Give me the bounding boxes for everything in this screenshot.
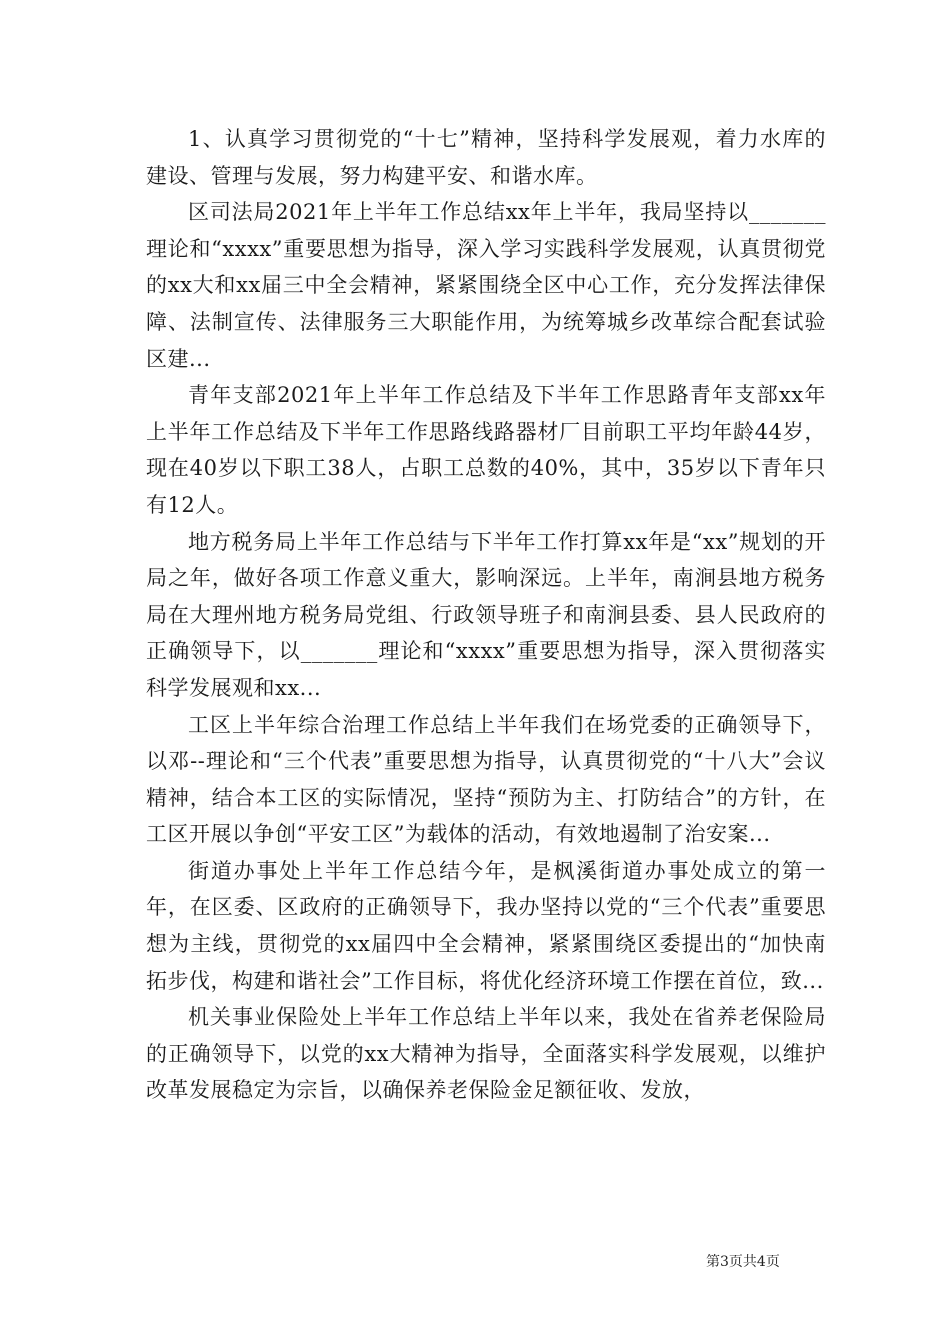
paragraph-7: 机关事业保险处上半年工作总结上半年以来，我处在省养老保险局的正确领导下，以党的xx大精神为指导，全面落实科学发展观，以维护改革发展稳定为宗旨，以确保养老保险金足额征收、发放， bbox=[146, 1005, 826, 1103]
document-body bbox=[146, 121, 826, 1109]
paragraph-6: 街道办事处上半年工作总结今年，是枫溪街道办事处成立的第一年，在区委、区政府的正确领导下，我办坚持以党的“三个代表”重要思想为主线，贯彻党的xx届四中全会精神，紧紧围绕区委提出的“加快南拓步伐，构建和谐社会”工作目标，将优化经济环境工作摆在首位，致... bbox=[146, 858, 826, 993]
paragraph-4: 地方税务局上半年工作总结与下半年工作打算xx年是“xx”规划的开局之年，做好各项工作意义重大，影响深远。上半年，南涧县地方税务局在大理州地方税务局党组、行政领导班子和南涧县委、县人民政府的正确领导下，以_______理论和“xxxx”重要思想为指导，深入贯彻落实科学发展观和xx... bbox=[146, 529, 826, 700]
page-number: 第3页共4页 bbox=[706, 1254, 780, 1270]
paragraph-2: 区司法局2021年上半年工作总结xx年上半年，我局坚持以_______理论和“xxxx”重要思想为指导，深入学习实践科学发展观，认真贯彻党的xx大和xx届三中全会精神，紧紧围绕全区中心工作，充分发挥法律保障、法制宣传、法律服务三大职能作用，为统筹城乡改革综合配套试验区建... bbox=[146, 200, 826, 371]
paragraph-3: 青年支部2021年上半年工作总结及下半年工作思路青年支部xx年上半年工作总结及下半年工作思路线路器材厂目前职工平均年龄44岁，现在40岁以下职工38人，占职工总数的40%，其中，35岁以下青年只有12人。 bbox=[146, 383, 826, 517]
paragraph-5: 工区上半年综合治理工作总结上半年我们在场党委的正确领导下，以邓--理论和“三个代表”重要思想为指导，认真贯彻党的“十八大”会议精神，结合本工区的实际情况，坚持“预防为主、打防结合”的方针，在工区开展以争创“平安工区”为载体的活动，有效地遏制了治安案... bbox=[146, 712, 826, 847]
paragraph-1: 1、认真学习贯彻党的“十七”精神，坚持科学发展观，着力水库的建设、管理与发展，努力构建平安、和谐水库。 bbox=[146, 127, 826, 188]
